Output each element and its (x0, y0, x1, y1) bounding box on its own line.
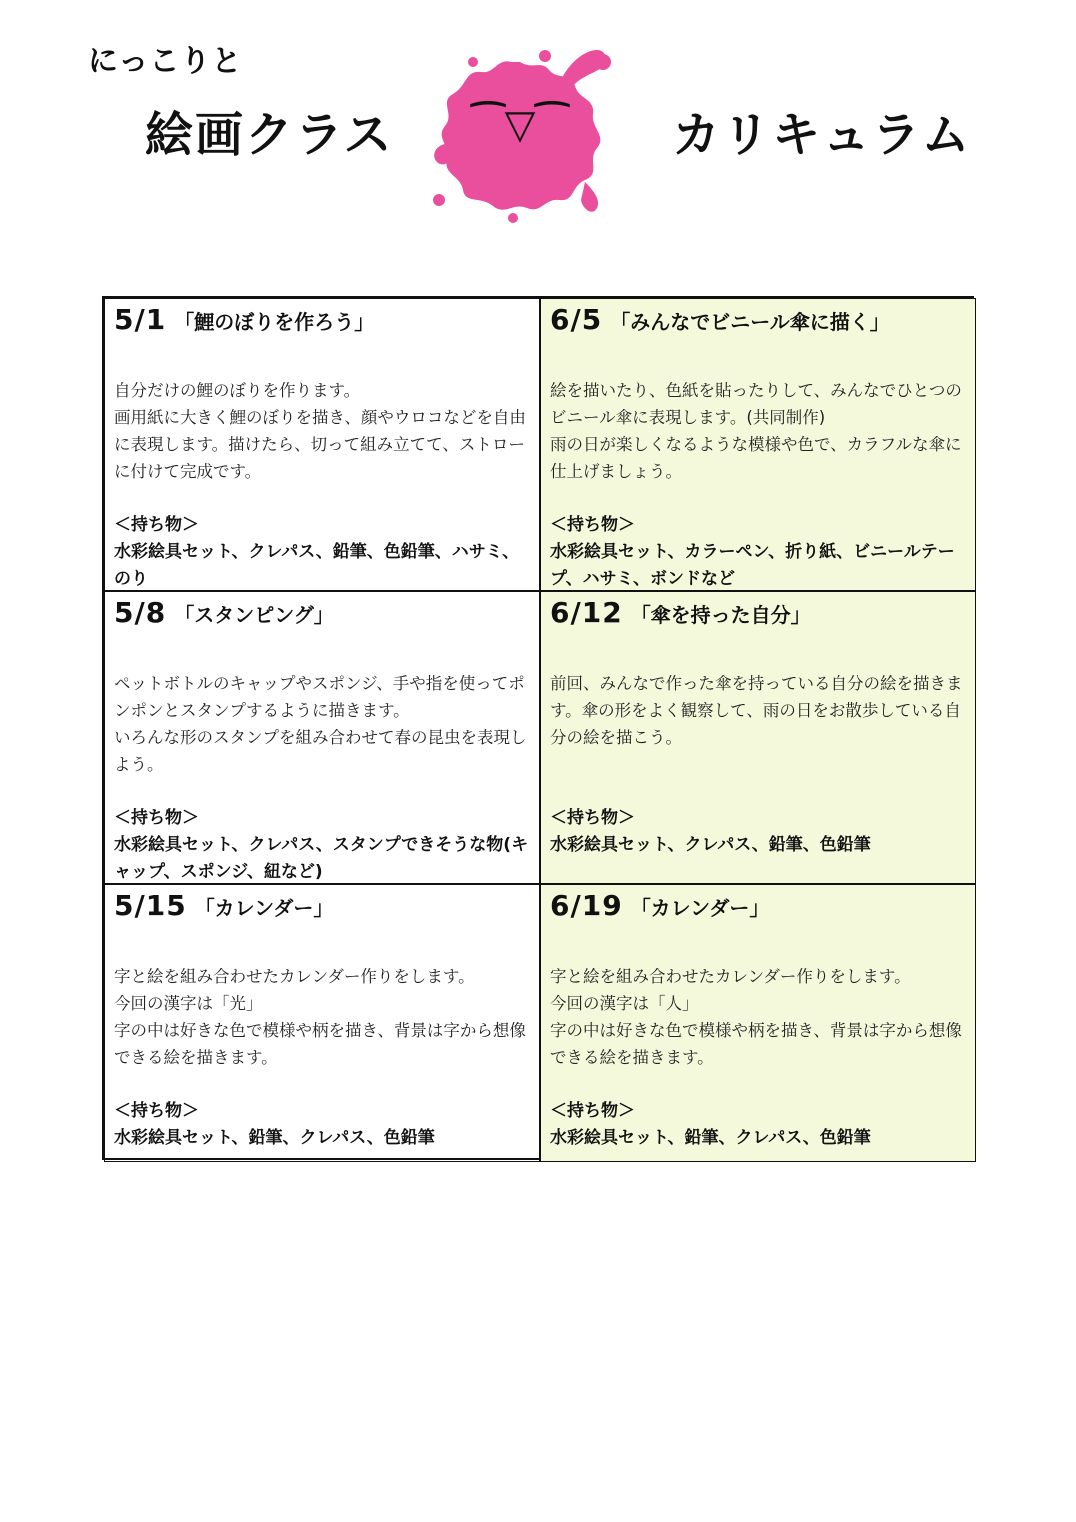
lesson-theme: 「カレンダー」 (630, 896, 770, 920)
lesson-description: 絵を描いたり、色紙を貼ったりして、みんなでひとつのビニール傘に表現します。(共同制作) 雨の日が楽しくなるような模様や色で、カラフルな傘に仕上げましょう。 (550, 381, 962, 481)
lesson-description: 自分だけの鯉のぼりを作ります。 画用紙に大きく鯉のぼりを描き、顔やウロコなどを自由に表現します。描けたら、切って組み立てて、ストローに付けて完成です。 (114, 381, 526, 481)
belongings-label: ＜持ち物＞ (550, 1101, 635, 1121)
mascot-face: ⁀▽⁀ (471, 102, 569, 148)
belongings: 水彩絵具セット、クレパス、鉛筆、色鉛筆 (550, 835, 871, 855)
lesson-cell (104, 591, 540, 884)
lesson-cell (540, 591, 976, 884)
belongings: 水彩絵具セット、クレパス、鉛筆、色鉛筆、ハサミ、のり (114, 542, 520, 589)
pretitle: にっこりと (88, 44, 243, 79)
belongings-label: ＜持ち物＞ (550, 808, 635, 828)
lesson-date: 5/1 (114, 303, 167, 336)
lesson-date: 6/5 (550, 303, 603, 336)
title-right: カリキュラム (672, 107, 972, 163)
title-left: 絵画クラス (145, 107, 394, 163)
lesson-theme: 「みんなでビニール傘に描く」 (610, 310, 890, 334)
belongings-label: ＜持ち物＞ (114, 1101, 199, 1121)
belongings-label: ＜持ち物＞ (550, 515, 635, 535)
lesson-theme: 「スタンピング」 (174, 603, 334, 627)
belongings: 水彩絵具セット、鉛筆、クレパス、色鉛筆 (114, 1128, 435, 1148)
lesson-date: 5/8 (114, 596, 167, 629)
belongings: 水彩絵具セット、鉛筆、クレパス、色鉛筆 (550, 1128, 871, 1148)
lesson-description: 字と絵を組み合わせたカレンダー作りをします。 今回の漢字は「光」 字の中は好きな色で模様や柄を描き、背景は字から想像できる絵を描きます。 (114, 967, 526, 1067)
belongings-label: ＜持ち物＞ (114, 515, 199, 535)
lesson-date: 6/12 (550, 596, 623, 629)
lesson-cell (540, 884, 976, 1162)
lesson-cell (540, 298, 976, 591)
paint-splat-mascot (425, 40, 615, 225)
lesson-theme: 「カレンダー」 (194, 896, 334, 920)
lesson-cell (104, 298, 540, 591)
belongings: 水彩絵具セット、カラーペン、折り紙、ビニールテープ、ハサミ、ボンドなど (550, 542, 955, 589)
lesson-date: 5/15 (114, 889, 187, 922)
belongings: 水彩絵具セット、クレパス、スタンプできそうな物(キャップ、スポンジ、紐など) (114, 835, 529, 882)
belongings-label: ＜持ち物＞ (114, 808, 199, 828)
lesson-theme: 「鯉のぼりを作ろう」 (174, 310, 375, 334)
lesson-theme: 「傘を持った自分」 (630, 603, 811, 627)
lesson-description: 前回、みんなで作った傘を持っている自分の絵を描きます。傘の形をよく観察して、雨の日をお散歩している自分の絵を描こう。 (550, 674, 963, 747)
lesson-description: ペットボトルのキャップやスポンジ、手や指を使ってポンポンとスタンプするように描きます。 いろんな形のスタンプを組み合わせて春の昆虫を表現しよう。 (114, 674, 527, 774)
lesson-date: 6/19 (550, 889, 623, 922)
curriculum-table (102, 296, 974, 1160)
lesson-cell (104, 884, 540, 1162)
lesson-description: 字と絵を組み合わせたカレンダー作りをします。 今回の漢字は「人」 字の中は好きな色で模様や柄を描き、背景は字から想像できる絵を描きます。 (550, 967, 962, 1067)
